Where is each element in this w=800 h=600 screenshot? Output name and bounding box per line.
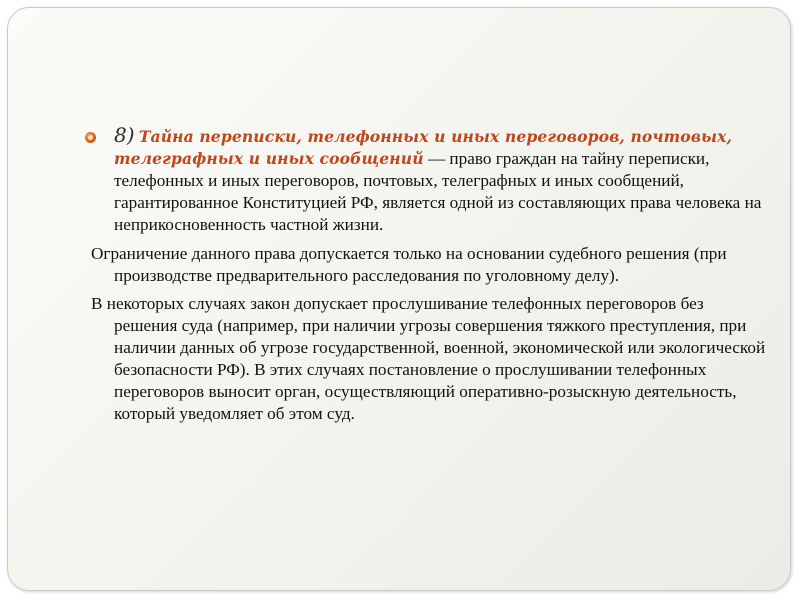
slide-content (80, 124, 770, 425)
paragraph-restriction: Ограничение данного права допускается только на основании судебного решения (при производстве предварительного расследования по уголовному делу). (91, 244, 727, 285)
highlighted-term: Тайна переписки, телефонных и иных переговоров, почтовых, телеграфных и иных сообщений (114, 127, 733, 168)
bullet-item (80, 124, 770, 236)
item-number: 8) (114, 123, 135, 147)
item-text: — право граждан на тайну переписки, телефонных и иных переговоров, почтовых, телеграфных и иных сообщений, гарантированное Конституцией РФ, является одной из составляющих права человека на неприкосновенность частной жизни. (114, 149, 762, 234)
orange-circle-bullet-icon (85, 132, 96, 143)
paragraph-exceptions: В некоторых случаях закон допускает прослушивание телефонных переговоров без решения суда (например, при наличии угрозы совершения тяжкого преступления, при наличии данных об угрозе государственной, военной, экономической или экологической безопасности РФ). В этих случаях постановление о прослушивании телефонных переговоров выносит орган, осуществляющий оперативно-розыскную деятельность, который уведомляет об этом суд. (91, 294, 766, 423)
